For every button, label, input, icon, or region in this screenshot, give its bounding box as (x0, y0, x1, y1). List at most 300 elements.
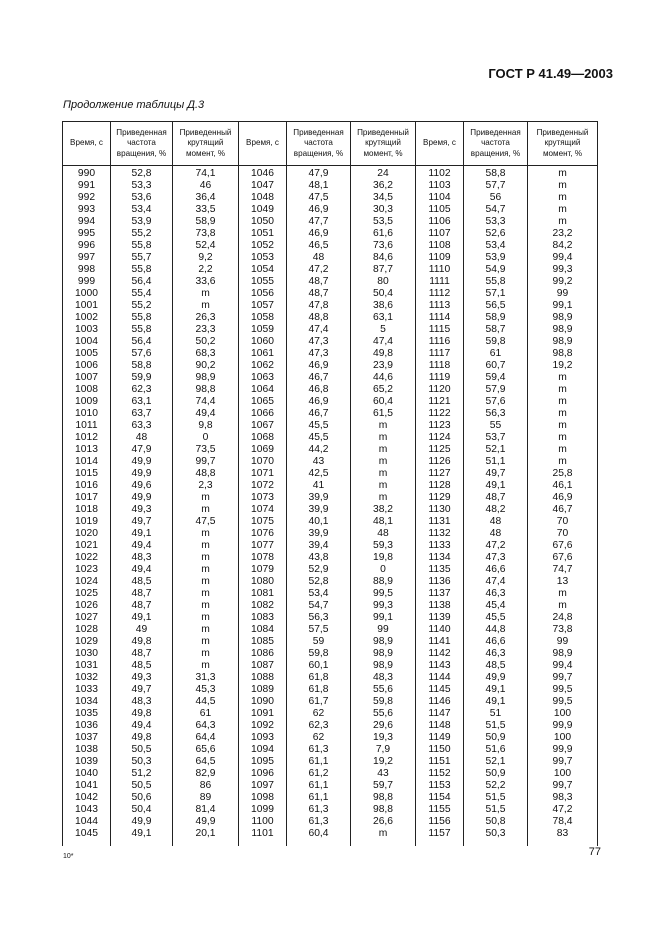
table-cell: 5 (351, 324, 416, 336)
table-row (63, 204, 598, 216)
table-cell: 1140 (416, 624, 464, 636)
table-cell: 47,2 (287, 264, 351, 276)
table-row (63, 420, 598, 432)
table-cell: 1061 (239, 348, 287, 360)
table-cell: 50,9 (464, 732, 528, 744)
table-cell: 64,3 (173, 720, 239, 732)
table-cell: 1074 (239, 504, 287, 516)
table-cell: 99,4 (528, 252, 598, 264)
table-cell: 44,2 (287, 444, 351, 456)
table-cell: 56,3 (287, 612, 351, 624)
table-cell: 47,5 (173, 516, 239, 528)
table-cell: 99,4 (528, 660, 598, 672)
table-cell: 98,8 (528, 348, 598, 360)
table-cell: 99,3 (528, 264, 598, 276)
column-header: Приведенная частота вращения, % (287, 122, 351, 166)
table-cell: 50,4 (351, 288, 416, 300)
table-cell: 59,7 (351, 780, 416, 792)
table-cell: 1048 (239, 192, 287, 204)
table-cell: 1038 (63, 744, 111, 756)
table-cell: 1081 (239, 588, 287, 600)
table-row (63, 744, 598, 756)
table-cell: 46,6 (464, 636, 528, 648)
table-cell: 23,3 (173, 324, 239, 336)
table-cell: m (528, 432, 598, 444)
table-cell: 1112 (416, 288, 464, 300)
table-cell: 52,8 (287, 576, 351, 588)
page-number: 77 (588, 846, 601, 858)
table-cell: 31,3 (173, 672, 239, 684)
table-cell: 61,6 (351, 228, 416, 240)
table-cell: 61,5 (351, 408, 416, 420)
table-row (63, 468, 598, 480)
table-cell: 24,8 (528, 612, 598, 624)
table-cell: 1107 (416, 228, 464, 240)
table-cell: 57,1 (464, 288, 528, 300)
table-cell: 98,8 (173, 384, 239, 396)
table-cell: 100 (528, 768, 598, 780)
table-cell: 0 (173, 432, 239, 444)
table-cell: 68,3 (173, 348, 239, 360)
table-cell: 1017 (63, 492, 111, 504)
table-cell: 1067 (239, 420, 287, 432)
table-row (63, 696, 598, 708)
table-cell: 49,9 (173, 816, 239, 828)
table-cell: 39,9 (287, 528, 351, 540)
table-cell: 1114 (416, 312, 464, 324)
table-cell: 62,3 (287, 720, 351, 732)
table-cell: 1000 (63, 288, 111, 300)
table-row (63, 660, 598, 672)
table-cell: 47,2 (528, 804, 598, 816)
table-cell: 55,8 (111, 324, 173, 336)
table-row (63, 672, 598, 684)
table-cell: 1110 (416, 264, 464, 276)
table-cell: 61,3 (287, 804, 351, 816)
table-row (63, 300, 598, 312)
table-cell: 60,4 (287, 828, 351, 846)
table-cell: 1122 (416, 408, 464, 420)
table-cell: 1020 (63, 528, 111, 540)
table-cell: m (351, 444, 416, 456)
table-cell: 49,9 (111, 468, 173, 480)
table-cell: 1042 (63, 792, 111, 804)
table-cell: 55,6 (351, 684, 416, 696)
table-cell: 48,5 (464, 660, 528, 672)
table-cell: 1133 (416, 540, 464, 552)
table-cell: 1105 (416, 204, 464, 216)
table-cell: 62 (287, 708, 351, 720)
table-cell: 1062 (239, 360, 287, 372)
table-row (63, 564, 598, 576)
table-cell: 59,3 (351, 540, 416, 552)
table-cell: 52,2 (464, 780, 528, 792)
table-cell: 49,4 (111, 540, 173, 552)
table-cell: 55,2 (111, 228, 173, 240)
table-cell: 98,9 (528, 324, 598, 336)
table-row (63, 540, 598, 552)
table-cell: 1106 (416, 216, 464, 228)
table-cell: 50,9 (464, 768, 528, 780)
table-cell: 1119 (416, 372, 464, 384)
table-cell: 1046 (239, 166, 287, 181)
table-cell: 49,7 (464, 468, 528, 480)
table-cell: 59,8 (464, 336, 528, 348)
table-cell: 74,7 (528, 564, 598, 576)
table-cell: m (173, 288, 239, 300)
table-row (63, 552, 598, 564)
data-table (62, 121, 598, 846)
table-cell: 997 (63, 252, 111, 264)
table-cell: 9,8 (173, 420, 239, 432)
table-cell: 1070 (239, 456, 287, 468)
table-cell: 99 (351, 624, 416, 636)
table-cell: 49,8 (111, 708, 173, 720)
table-cell: 74,1 (173, 166, 239, 181)
table-cell: 70 (528, 528, 598, 540)
table-cell: 29,6 (351, 720, 416, 732)
table-row (63, 408, 598, 420)
column-header: Время, с (63, 122, 111, 166)
footer-mark: 10* (63, 853, 74, 860)
table-cell: 46,8 (287, 384, 351, 396)
table-cell: 46,7 (287, 372, 351, 384)
table-cell: 993 (63, 204, 111, 216)
table-cell: 49,8 (111, 636, 173, 648)
table-cell: 1127 (416, 468, 464, 480)
table-cell: 99,7 (528, 672, 598, 684)
table-cell: 89 (173, 792, 239, 804)
table-cell: 1085 (239, 636, 287, 648)
table-cell: 1113 (416, 300, 464, 312)
table-row (63, 648, 598, 660)
table-cell: 61,3 (287, 744, 351, 756)
table-row (63, 480, 598, 492)
table-cell: 1084 (239, 624, 287, 636)
table-row (63, 528, 598, 540)
table-cell: 51,5 (464, 804, 528, 816)
table-cell: 1065 (239, 396, 287, 408)
table-cell: 45,5 (287, 420, 351, 432)
table-cell: 50,5 (111, 780, 173, 792)
table-cell: 56,4 (111, 276, 173, 288)
table-cell: 40,1 (287, 516, 351, 528)
table-cell: m (528, 192, 598, 204)
table-cell: 61,1 (287, 792, 351, 804)
table-cell: 1156 (416, 816, 464, 828)
table-cell: 55 (464, 420, 528, 432)
table-cell: 49,1 (464, 480, 528, 492)
table-row (63, 516, 598, 528)
table-cell: 98,9 (528, 336, 598, 348)
table-cell: 61,1 (287, 756, 351, 768)
table-cell: 1089 (239, 684, 287, 696)
table-cell: m (173, 576, 239, 588)
table-row (63, 192, 598, 204)
table-cell: 99,1 (528, 300, 598, 312)
table-cell: 1033 (63, 684, 111, 696)
table-cell: 42,5 (287, 468, 351, 480)
table-cell: m (173, 600, 239, 612)
table-cell: 48,1 (351, 516, 416, 528)
table-cell: 48,7 (287, 276, 351, 288)
table-cell: 1043 (63, 804, 111, 816)
table-cell: 99,5 (528, 684, 598, 696)
table-cell: 73,8 (173, 228, 239, 240)
table-cell: 1157 (416, 828, 464, 846)
table-cell: 82,9 (173, 768, 239, 780)
table-cell: 998 (63, 264, 111, 276)
table-cell: 1024 (63, 576, 111, 588)
table-cell: 1063 (239, 372, 287, 384)
table-cell: 1045 (63, 828, 111, 846)
table-cell: 1016 (63, 480, 111, 492)
table-cell: 70 (528, 516, 598, 528)
table-cell: 49,4 (173, 408, 239, 420)
table-cell: 99,9 (528, 720, 598, 732)
table-cell: m (173, 636, 239, 648)
table-cell: 47,8 (287, 300, 351, 312)
table-cell: 49,9 (111, 456, 173, 468)
table-cell: 23,9 (351, 360, 416, 372)
table-row (63, 240, 598, 252)
table-cell: 64,4 (173, 732, 239, 744)
table-cell: 19,8 (351, 552, 416, 564)
table-cell: 49 (111, 624, 173, 636)
table-cell: 1064 (239, 384, 287, 396)
table-cell: 1011 (63, 420, 111, 432)
table-cell: 39,4 (287, 540, 351, 552)
table-cell: m (528, 384, 598, 396)
table-cell: m (173, 540, 239, 552)
table-cell: 41 (287, 480, 351, 492)
table-cell: 1152 (416, 768, 464, 780)
table-cell: 98,8 (351, 792, 416, 804)
table-cell: 53,9 (464, 252, 528, 264)
table-cell: 49,7 (111, 516, 173, 528)
table-cell: 1094 (239, 744, 287, 756)
table-cell: 39,9 (287, 492, 351, 504)
table-cell: 48 (351, 528, 416, 540)
table-cell: 26,3 (173, 312, 239, 324)
table-cell: 55,8 (464, 276, 528, 288)
table-cell: 53,4 (287, 588, 351, 600)
table-cell: 1057 (239, 300, 287, 312)
table-cell: m (173, 648, 239, 660)
table-cell: 2,3 (173, 480, 239, 492)
table-cell: 99,1 (351, 612, 416, 624)
table-cell: 1148 (416, 720, 464, 732)
table-cell: m (351, 468, 416, 480)
table-cell: 98,9 (528, 648, 598, 660)
table-cell: 1116 (416, 336, 464, 348)
table-cell: 48 (111, 432, 173, 444)
table-cell: 46,6 (464, 564, 528, 576)
table-cell: 1096 (239, 768, 287, 780)
table-cell: 46,7 (528, 504, 598, 516)
table-cell: 49,1 (464, 684, 528, 696)
table-cell: 99 (528, 636, 598, 648)
table-cell: 1027 (63, 612, 111, 624)
table-cell: 1008 (63, 384, 111, 396)
table-cell: 81,4 (173, 804, 239, 816)
table-cell: 1058 (239, 312, 287, 324)
table-cell: 98,9 (351, 636, 416, 648)
table-cell: 51,5 (464, 720, 528, 732)
table-cell: 58,8 (111, 360, 173, 372)
table-cell: 48 (464, 528, 528, 540)
table-cell: 1124 (416, 432, 464, 444)
table-cell: 1150 (416, 744, 464, 756)
table-cell: 1037 (63, 732, 111, 744)
table-cell: 74,4 (173, 396, 239, 408)
table-cell: 49,1 (111, 828, 173, 846)
table-cell: 58,9 (173, 216, 239, 228)
table-cell: 49,1 (111, 612, 173, 624)
table-cell: 87,7 (351, 264, 416, 276)
table-cell: 48 (287, 252, 351, 264)
table-cell: 38,2 (351, 504, 416, 516)
table-cell: 1143 (416, 660, 464, 672)
table-cell: 33,6 (173, 276, 239, 288)
table-cell: 46,1 (528, 480, 598, 492)
table-cell: 56,3 (464, 408, 528, 420)
table-cell: 1092 (239, 720, 287, 732)
table-cell: 47,5 (287, 192, 351, 204)
table-cell: 1091 (239, 708, 287, 720)
table-cell: 1012 (63, 432, 111, 444)
table-cell: 90,2 (173, 360, 239, 372)
table-cell: 47,2 (464, 540, 528, 552)
table-cell: 55,8 (111, 312, 173, 324)
table-row (63, 264, 598, 276)
table-cell: 9,2 (173, 252, 239, 264)
table-cell: 36,2 (351, 180, 416, 192)
table-cell: 63,3 (111, 420, 173, 432)
table-cell: 1066 (239, 408, 287, 420)
table-cell: 1102 (416, 166, 464, 181)
table-cell: 48,5 (111, 576, 173, 588)
table-cell: 1128 (416, 480, 464, 492)
table-cell: 67,6 (528, 552, 598, 564)
table-cell: 53,6 (111, 192, 173, 204)
table-cell: 1130 (416, 504, 464, 516)
table-row (63, 336, 598, 348)
table-cell: m (173, 504, 239, 516)
column-header: Время, с (239, 122, 287, 166)
table-cell: 1103 (416, 180, 464, 192)
table-cell: 1023 (63, 564, 111, 576)
table-continuation-caption: Продолжение таблицы Д.3 (63, 99, 205, 111)
table-row (63, 288, 598, 300)
table-row (63, 276, 598, 288)
table-cell: m (528, 420, 598, 432)
table-row (63, 732, 598, 744)
table-cell: 47,3 (287, 348, 351, 360)
table-cell: 1151 (416, 756, 464, 768)
table-row (63, 768, 598, 780)
table-cell: 1073 (239, 492, 287, 504)
table-cell: 1055 (239, 276, 287, 288)
table-cell: 99,9 (528, 744, 598, 756)
table-cell: m (173, 300, 239, 312)
table-cell: 84,2 (528, 240, 598, 252)
table-row (63, 348, 598, 360)
table-cell: 1095 (239, 756, 287, 768)
table-cell: 1108 (416, 240, 464, 252)
table-cell: 83 (528, 828, 598, 846)
table-cell: 1005 (63, 348, 111, 360)
table-cell: 48,5 (111, 660, 173, 672)
table-cell: 1034 (63, 696, 111, 708)
table-cell: 1121 (416, 396, 464, 408)
table-cell: 53,3 (111, 180, 173, 192)
table-row (63, 396, 598, 408)
table-row (63, 312, 598, 324)
table-cell: 63,1 (111, 396, 173, 408)
table-cell: 1088 (239, 672, 287, 684)
column-header: Время, с (416, 122, 464, 166)
table-cell: 1047 (239, 180, 287, 192)
table-cell: m (528, 166, 598, 181)
table-cell: 1019 (63, 516, 111, 528)
table-cell: 48,1 (287, 180, 351, 192)
table-row (63, 636, 598, 648)
table-cell: 1138 (416, 600, 464, 612)
table-cell: 46,9 (528, 492, 598, 504)
table-cell: 61,1 (287, 780, 351, 792)
table-cell: 46,3 (464, 588, 528, 600)
table-cell: 1041 (63, 780, 111, 792)
table-row (63, 324, 598, 336)
table-cell: 99,5 (351, 588, 416, 600)
table-cell: 55,8 (111, 240, 173, 252)
table-cell: 52,4 (173, 240, 239, 252)
table-cell: 1118 (416, 360, 464, 372)
table-cell: 1126 (416, 456, 464, 468)
table-row (63, 816, 598, 828)
table-cell: 61,7 (287, 696, 351, 708)
table-row (63, 252, 598, 264)
table-cell: 48 (464, 516, 528, 528)
table-cell: m (351, 828, 416, 846)
table-cell: 55,7 (111, 252, 173, 264)
table-row (63, 456, 598, 468)
table-cell: 99,5 (528, 696, 598, 708)
table-cell: 57,7 (464, 180, 528, 192)
table-cell: 53,4 (111, 204, 173, 216)
table-cell: 55,6 (351, 708, 416, 720)
table-cell: 1098 (239, 792, 287, 804)
table-cell: m (528, 396, 598, 408)
table-cell: 52,6 (464, 228, 528, 240)
table-cell: 13 (528, 576, 598, 588)
table-cell: 1079 (239, 564, 287, 576)
table-cell: 98,3 (528, 792, 598, 804)
table-row (63, 720, 598, 732)
table-cell: 61 (173, 708, 239, 720)
table-cell: 49,9 (464, 672, 528, 684)
table-cell: 53,7 (464, 432, 528, 444)
table-cell: 61 (464, 348, 528, 360)
table-cell: 1029 (63, 636, 111, 648)
table-cell: 48,3 (111, 696, 173, 708)
table-cell: 51 (464, 708, 528, 720)
table-cell: 1144 (416, 672, 464, 684)
table-cell: 1120 (416, 384, 464, 396)
table-cell: 65,2 (351, 384, 416, 396)
table-row (63, 444, 598, 456)
